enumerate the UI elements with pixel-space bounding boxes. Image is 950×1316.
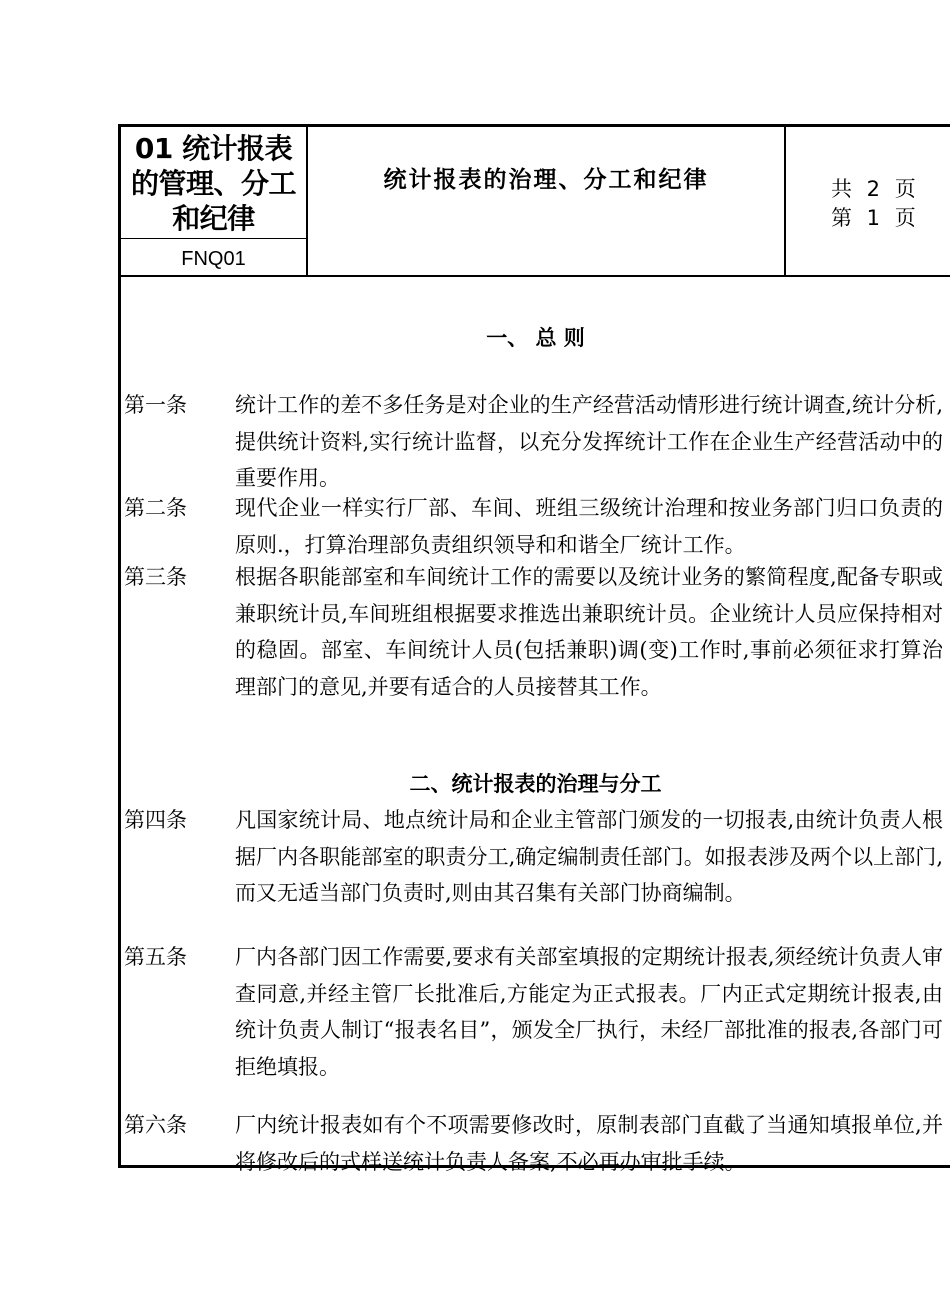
header-left-cell (121, 127, 308, 275)
doc-title-line: 01 统计报表 (134, 132, 293, 165)
article-text: 现代企业一样实行厂部、车间、班组三级统计治理和按业务部门归口负责的原则.，打算治理部负责组织领导和和谐全厂统计工作。 (235, 496, 943, 557)
document-frame (118, 124, 950, 1174)
section-title: 二、统计报表的治理与分工 (409, 772, 662, 796)
article-text: 厂内各部门因工作需要,要求有关部室填报的定期统计报表,须经统计负责人审查同意,并经主管厂长批准后,方能定为正式报表。厂内正式定期统计报表,由统计负责人制订“报表名目”，颁发全厂执行，未经厂部批准的报表,各部门可拒绝填报。 (235, 945, 943, 1079)
doc-title (121, 131, 306, 239)
document-header (121, 127, 950, 277)
section-title: 一、 总 则 (486, 326, 585, 350)
article-text: 统计工作的差不多任务是对企业的生产经营活动情形进行统计调查,统计分析,提供统计资料,实行统计监督，以充分发挥统计工作在企业生产经营活动中的重要作用。 (235, 393, 943, 490)
article-text: 根据各职能部室和车间统计工作的需要以及统计业务的繁简程度,配备专职或兼职统计员,车间班组根据要求推选出兼职统计员。企业统计人员应保持相对的稳固。部室、车间统计人员(包括兼职)调(变)工作时,事前必须征求打算治理部门的意见,并要有适合的人员接替其工作。 (235, 565, 943, 699)
article-text: 凡国家统计局、地点统计局和企业主管部门颁发的一切报表,由统计负责人根据厂内各职能部室的职责分工,确定编制责任部门。如报表涉及两个以上部门,而又无适当部门负责时,则由其召集有关部门协商编制。 (235, 808, 943, 905)
doc-title-line: 的管理、分工 (130, 167, 296, 200)
page-current: 第 1 页 (831, 206, 920, 230)
article-label: 第六条 (124, 1113, 187, 1137)
article-label: 第一条 (124, 393, 187, 417)
header-right-cell (786, 127, 950, 275)
article-label: 第五条 (124, 945, 187, 969)
article-label: 第二条 (124, 496, 187, 520)
doc-title-line: 和纪律 (172, 202, 255, 235)
doc-code: FNQ01 (181, 248, 246, 270)
header-middle-cell (308, 127, 786, 275)
article-label: 第三条 (124, 565, 187, 589)
page-total: 共 2 页 (831, 177, 920, 201)
article-label: 第四条 (124, 808, 187, 832)
page-info (831, 175, 920, 233)
main-title: 统计报表的治理、分工和纪律 (383, 167, 709, 193)
article-text: 厂内统计报表如有个不项需要修改时，原制表部门直截了当通知填报单位,并将修改后的式样送统计负责人备案,不必再办审批手续。 (235, 1113, 943, 1174)
